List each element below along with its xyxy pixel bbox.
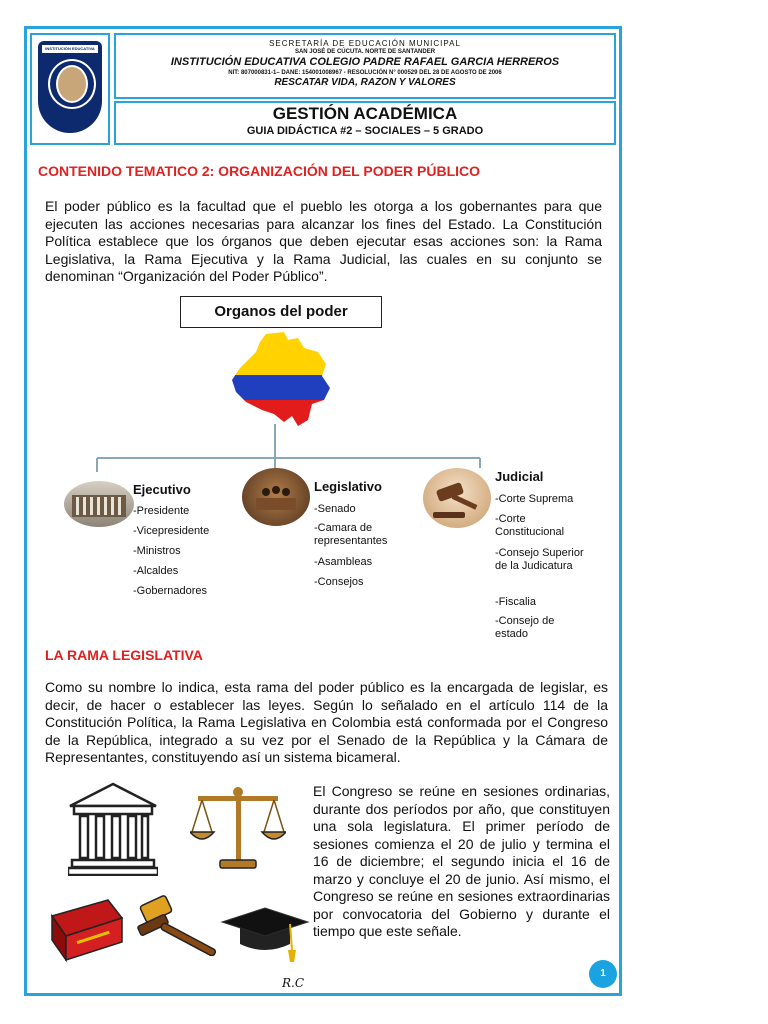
legislativo-item: -Consejos <box>314 576 364 588</box>
capitol-photo-icon <box>64 481 134 527</box>
shield-icon <box>38 41 102 133</box>
gestion-title: GESTIÓN ACADÉMICA <box>272 104 458 123</box>
branch-judicial-title: Judicial <box>495 469 544 484</box>
graduation-cap-icon <box>220 906 310 966</box>
ejecutivo-item: -Vicepresidente <box>133 525 210 537</box>
section-title-2: LA RAMA LEGISLATIVA <box>45 647 203 663</box>
law-book-icon <box>46 896 124 964</box>
logo-text: INSTITUCIÓN EDUCATIVA <box>45 46 95 51</box>
ejecutivo-item: -Alcaldes <box>133 565 179 577</box>
secretaria-line: SECRETARÍA DE EDUCACIÓN MUNICIPAL <box>269 39 461 48</box>
document-header <box>30 33 616 145</box>
branch-legislativo-title: Legislativo <box>314 479 382 494</box>
legislative-paragraph: Como su nombre lo indica, esta rama del poder público es la encargada de legislar, es decir, de hacer o establecer las leyes. Según lo señalado en el artículo 114 de la Constitución Política, la Rama Legislativa en Colombia está conformada por el Congreso de la República, integrado a su vez por el Senado de la República y la Cámara de Representantes, constituyendo así un sistema bicameral. <box>45 679 608 765</box>
gavel-icon <box>134 894 226 956</box>
ejecutivo-item: -Gobernadores <box>133 585 207 597</box>
legislativo-item: -Asambleas <box>314 556 373 568</box>
school-logo <box>30 33 110 145</box>
section-title-1: CONTENIDO TEMATICO 2: ORGANIZACIÓN DEL PODER PÚBLICO <box>38 163 481 179</box>
judicial-item: -Fiscalia <box>495 596 536 608</box>
branch-ejecutivo-title: Ejecutivo <box>133 482 191 497</box>
judicial-item: -Corte Constitucional <box>495 513 565 538</box>
colombia-map-icon <box>226 330 336 430</box>
ejecutivo-item: -Presidente <box>133 505 190 517</box>
congress-sessions-paragraph: El Congreso se reúne en sesiones ordinarias, durante dos períodos por año, que constituyen una sola legislatura. El primer período de sesiones comienza el 20 de julio y termina el 16 de diciembre; el segundo inicia el 16 de marzo y concluye el 20 de junio. Así mismo, el Congreso se reúne en sesiones extraordinarias por convocatoria del Gobierno y durante el tiempo que este señale. <box>313 783 610 939</box>
judicial-item: -Consejo de estado <box>495 615 555 640</box>
courthouse-icon <box>68 782 158 876</box>
institution-name: INSTITUCIÓN EDUCATIVA COLEGIO PADRE RAFAEL GARCIA HERREROS <box>170 56 560 68</box>
scales-icon <box>190 784 286 874</box>
diagram-title: Organos del poder <box>180 296 382 328</box>
page-number-badge: 1 <box>589 960 617 988</box>
motto: RESCATAR VIDA, RAZON Y VALORES <box>274 77 456 88</box>
org-connector-lines <box>95 424 495 474</box>
intro-paragraph: El poder público es la facultad que el pueblo les otorga a los gobernantes para que ejecuten las acciones necesarias para alcanzar los fines del Estado. La Constitución Política establece que los órganos que deben ejecutar esas acciones son: la Rama Legislativa, la Rama Ejecutiva y la Rama Judicial, las cuales en su conjunto se denominan “Organización del Poder Público”. <box>45 198 602 284</box>
nit-line: NIT: 807000831-1– DANE: 154001008967 - RESOLUCIÓN N° 000529 DEL 28 DE AGOSTO DE 2006 <box>228 70 502 76</box>
congress-photo-icon <box>242 468 310 526</box>
judicial-item: -Consejo Superior de la Judicatura <box>495 547 584 572</box>
gavel-photo-icon <box>423 468 491 528</box>
legislativo-item: -Senado <box>314 503 356 515</box>
city-line: SAN JOSÉ DE CÚCUTA. NORTE DE SANTANDER <box>294 49 436 55</box>
legislativo-item: -Camara de representantes <box>314 522 388 547</box>
institution-box <box>114 33 616 99</box>
judicial-item: -Corte Suprema <box>495 493 574 505</box>
ejecutivo-item: -Ministros <box>133 545 181 557</box>
signature: R.C <box>282 976 305 990</box>
guide-subtitle: GUIA DIDÁCTICA #2 – SOCIALES – 5 GRADO <box>246 125 484 137</box>
guide-box <box>114 101 616 145</box>
